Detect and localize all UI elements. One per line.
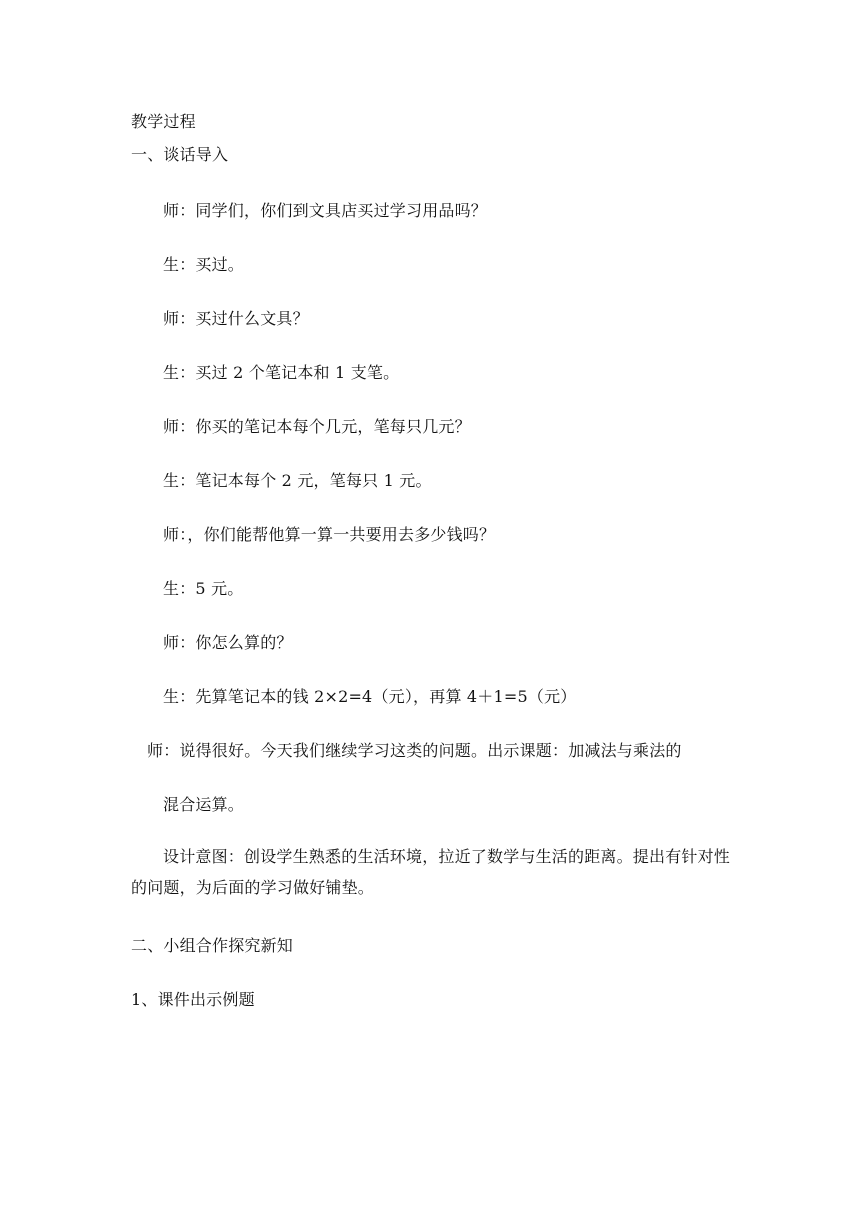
dialogue-line: 师：买过什么文具？: [163, 309, 309, 328]
dialogue-line: 师：你怎么算的？: [163, 633, 293, 652]
heading: 教学过程: [131, 112, 196, 131]
design-intent-paragraph: 设计意图：创设学生熟悉的生活环境，拉近了数学与生活的距离。提出有针对性的问题，为后面的学习做好铺垫。: [131, 847, 731, 897]
section-title-1: 一、谈话导入: [131, 145, 229, 164]
section-title-2: 二、小组合作探究新知: [131, 936, 294, 955]
dialogue-line: 生：买过。: [163, 255, 245, 274]
dialogue-line: 师：同学们，你们到文具店买过学习用品吗？: [163, 201, 488, 220]
dialogue-line: 师：你买的笔记本每个几元，笔每只几元？: [163, 417, 471, 436]
dialogue-line: 生：买过 2 个笔记本和 1 支笔。: [163, 363, 400, 382]
dialogue-line: 生：先算笔记本的钱 2×2=4（元），再算 4＋1=5（元）: [163, 687, 577, 706]
dialogue-line: 师：，你们能帮他算一算一共要用去多少钱吗？: [163, 525, 496, 544]
dialogue-line: 生：笔记本每个 2 元，笔每只 1 元。: [163, 471, 432, 490]
dialogue-line: 生：5 元。: [163, 579, 244, 598]
teacher-summary-line: 师：说得很好。今天我们继续学习这类的问题。出示课题：加减法与乘法的: [147, 741, 682, 760]
teacher-summary-continuation: 混合运算。: [163, 795, 245, 814]
list-item-1: 1、课件出示例题: [131, 990, 255, 1009]
